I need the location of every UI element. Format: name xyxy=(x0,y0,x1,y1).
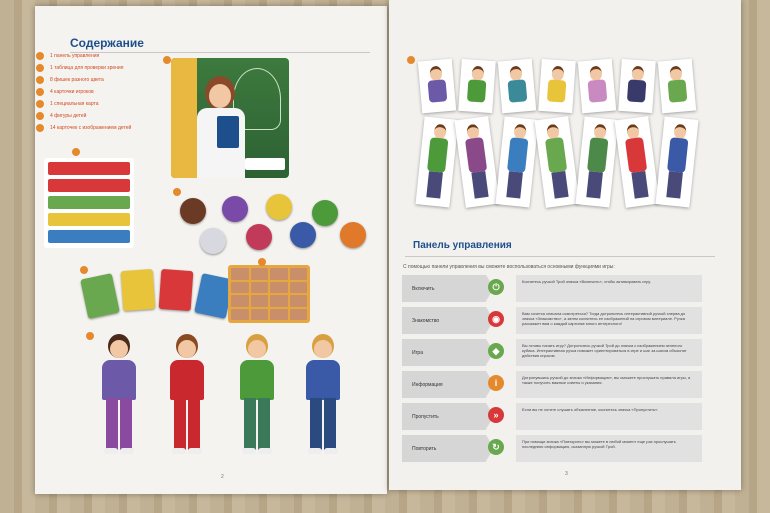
power-icon: ⏻ xyxy=(488,279,504,295)
bullet-icon xyxy=(36,100,44,108)
item-badge xyxy=(407,56,415,64)
child-face xyxy=(290,309,308,321)
child-photo-card xyxy=(618,59,656,113)
control-panel-intro: С помощью панели управления вы сможете воспользоваться основными функциями игры: xyxy=(403,264,615,270)
control-row xyxy=(402,403,702,433)
contents-item xyxy=(36,62,166,74)
item-badge xyxy=(86,332,94,340)
contents-item-label: 14 карточек с изображением детей xyxy=(50,125,132,131)
child-face xyxy=(231,309,249,321)
control-label: Информация xyxy=(402,371,486,398)
child-face xyxy=(290,268,308,280)
bullet-icon xyxy=(36,88,44,96)
child-face xyxy=(231,282,249,294)
page-number: 2 xyxy=(221,474,224,480)
info-icon: i xyxy=(488,375,504,391)
chart-bar xyxy=(48,179,130,192)
control-row xyxy=(402,371,702,401)
control-row xyxy=(402,275,702,305)
game-chip xyxy=(266,194,292,220)
doctor-illustration xyxy=(171,58,289,178)
contents-item xyxy=(36,122,166,134)
page-number: 3 xyxy=(565,471,568,477)
bullet-icon xyxy=(36,52,44,60)
item-badge xyxy=(72,148,80,156)
child-face xyxy=(290,282,308,294)
child-figure xyxy=(96,332,142,458)
contents-item-label: 1 панель управления xyxy=(50,53,100,59)
child-photo-card xyxy=(418,59,456,114)
child-face xyxy=(231,295,249,307)
control-label: Знакомство xyxy=(402,307,486,334)
bullet-icon xyxy=(36,76,44,84)
control-label: Пропустить xyxy=(402,403,486,430)
child-face xyxy=(251,309,269,321)
repeat-icon: ↻ xyxy=(488,439,504,455)
control-description: При помощи значка «Повторить» вы можете в любой момент еще раз прослушать последнюю информацию, сказанную ручкой Трой. xyxy=(516,435,702,462)
child-figure xyxy=(300,332,346,458)
child-face xyxy=(270,268,288,280)
item-badge xyxy=(80,266,88,274)
control-label: Включить xyxy=(402,275,486,302)
child-face xyxy=(270,282,288,294)
control-description: Вы готовы начать игру? Дотроньтесь ручкой Трой до значка с изображением зеленого кубика. Интерактивная ручка поможет ориентироваться в игре и шаг за шагом объяснит действия игроков. xyxy=(516,339,702,366)
chart-bar xyxy=(48,213,130,226)
chart-bar xyxy=(48,162,130,175)
bullet-icon xyxy=(36,124,44,132)
child-face xyxy=(231,268,249,280)
contents-title: Содержание xyxy=(70,36,144,50)
contents-item-label: 4 карточки игроков xyxy=(50,89,94,95)
section-divider xyxy=(405,256,715,257)
contents-item xyxy=(36,98,166,110)
control-row xyxy=(402,307,702,337)
contents-item xyxy=(36,86,166,98)
control-label: Игра xyxy=(402,339,486,366)
game-chip xyxy=(180,198,206,224)
contents-item xyxy=(36,74,166,86)
child-figure xyxy=(164,332,210,458)
game-chip xyxy=(312,200,338,226)
control-row xyxy=(402,339,702,369)
chart-bar xyxy=(48,196,130,209)
control-description: Вам хочется сначала осмотреться? Тогда дотроньтесь интерактивной ручкой сперва до значка «Знакомство», а затем коснитесь ее изображений на игровом материале. Ручка расскажет вам о каждой картинке много интересного! xyxy=(516,307,702,334)
item-badge xyxy=(163,56,171,64)
control-row xyxy=(402,435,702,465)
game-chip xyxy=(200,228,226,254)
contents-item xyxy=(36,50,166,62)
contents-item-label: 1 специальная карта xyxy=(50,101,99,107)
contents-item xyxy=(36,110,166,122)
game-chip xyxy=(222,196,248,222)
child-photo-card xyxy=(658,59,696,114)
child-photo-card xyxy=(578,59,616,114)
bullet-icon xyxy=(36,64,44,72)
child-photo-card xyxy=(538,59,576,113)
control-panel-title: Панель управления xyxy=(413,240,512,251)
eye-icon: ◉ xyxy=(488,311,504,327)
contents-item-label: 1 таблица для проверки зрения xyxy=(50,65,124,71)
child-photo-card xyxy=(498,59,536,114)
control-description: Коснитесь ручкой Трой значка «Включить», чтобы активировать игру. xyxy=(516,275,702,302)
contents-item-label: 4 фигуры детей xyxy=(50,113,87,119)
play-icon: ◆ xyxy=(488,343,504,359)
children-card-grid xyxy=(228,265,310,323)
control-description: Дотронувшись ручкой до значка «Информация», вы сможете прослушать правила игры, а также получить важные советы и указания. xyxy=(516,371,702,398)
item-badge xyxy=(258,258,266,266)
control-label: Повторить xyxy=(402,435,486,462)
child-photo-card xyxy=(458,59,496,113)
child-face xyxy=(270,309,288,321)
game-chip xyxy=(246,224,272,250)
child-figure xyxy=(234,332,280,458)
bullet-icon xyxy=(36,112,44,120)
game-chip xyxy=(290,222,316,248)
contents-item-label: 8 фишек разного цвета xyxy=(50,77,104,83)
child-face xyxy=(251,282,269,294)
item-badge xyxy=(173,188,181,196)
child-face xyxy=(251,268,269,280)
child-face xyxy=(290,295,308,307)
chart-bar xyxy=(48,230,130,243)
control-description: Если вы не хотите слушать объяснение, коснитесь значка «Пропустить». xyxy=(516,403,702,430)
child-face xyxy=(251,295,269,307)
game-chip xyxy=(340,222,366,248)
skip-icon: » xyxy=(488,407,504,423)
child-face xyxy=(270,295,288,307)
vision-chart xyxy=(44,158,134,248)
contents-list xyxy=(36,50,166,134)
